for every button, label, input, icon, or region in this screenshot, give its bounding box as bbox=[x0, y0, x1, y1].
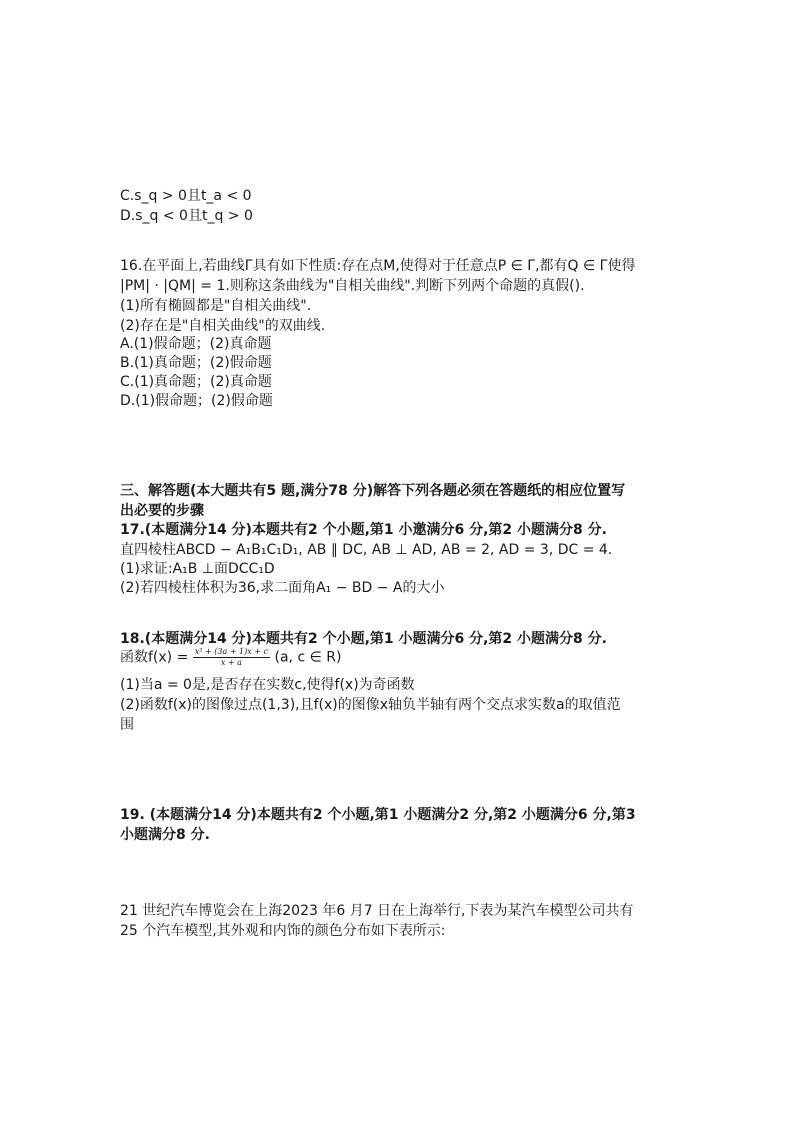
q17-header: 17.(本题满分14 分)本题共有2 个小题,第1 小邀满分6 分,第2 小题满分8 分. bbox=[120, 522, 607, 538]
q18-function-definition bbox=[120, 647, 341, 668]
q16-option-d: D.(1)假命题；(2)假命题 bbox=[120, 393, 273, 409]
q19-body-line2: 25 个汽车模型,其外观和内饰的颜色分布如下表所示: bbox=[120, 923, 446, 939]
q16-option-b: B.(1)真命题；(2)假命题 bbox=[120, 355, 272, 371]
q18-fraction-denominator: x + a bbox=[220, 658, 242, 667]
q19-body-line1: 21 世纪汽车博览会在上海2023 年6 月7 日在上海举行,下表为某汽车模型公司共有 bbox=[120, 903, 634, 919]
q15-option-c: C.s_q > 0且t_a < 0 bbox=[120, 188, 252, 204]
q16-option-a: A.(1)假命题；(2)真命题 bbox=[120, 336, 272, 352]
q16-statement-1: (1)所有椭圆都是"自相关曲线". bbox=[120, 298, 312, 314]
q16-stem-line1: 16.在平面上,若曲线Γ具有如下性质:存在点M,使得对于任意点P ∈ Γ,都有Q ∈ Γ使得 bbox=[120, 258, 636, 274]
q17-part2: (2)若四棱柱体积为36,求二面角A₁ − BD − A的大小 bbox=[120, 580, 445, 596]
q18-part1: (1)当a = 0是,是否存在实数c,使得f(x)为奇函数 bbox=[120, 677, 415, 693]
q16-statement-2: (2)存在是"自相关曲线"的双曲线. bbox=[120, 318, 326, 334]
q18-fraction bbox=[193, 647, 270, 668]
section3-heading-line2: 出必要的步骤 bbox=[120, 503, 204, 519]
q15-option-d: D.s_q < 0且t_q > 0 bbox=[120, 208, 253, 224]
q17-given: 直四棱柱ABCD − A₁B₁C₁D₁, AB ∥ DC, AB ⊥ AD, AB = 2, AD = 3, DC = 4. bbox=[120, 542, 613, 558]
q18-fraction-numerator: x² + (3a + 1)x + c bbox=[194, 647, 269, 656]
q19-header-line1: 19. (本题满分14 分)本题共有2 个小题,第1 小题满分2 分,第2 小题满分6 分,第3 bbox=[120, 807, 636, 823]
q18-part2-line1: (2)函数f(x)的图像过点(1,3),且f(x)的图像x轴负半轴有两个交点求实数a的取值范 bbox=[120, 697, 621, 713]
q18-function-prefix: 函数f(x) = bbox=[120, 649, 189, 666]
section3-heading-line1: 三、解答题(本大题共有5 题,满分78 分)解答下列各题必须在答题纸的相应位置写 bbox=[120, 483, 626, 499]
q16-option-c: C.(1)真命题；(2)真命题 bbox=[120, 374, 272, 390]
q18-function-suffix: (a, c ∈ R) bbox=[274, 649, 342, 666]
q17-part1: (1)求证:A₁B ⊥面DCC₁D bbox=[120, 561, 275, 577]
q16-stem-line2: |PM| · |QM| = 1.则称这条曲线为"自相关曲线".判断下列两个命题的真假(). bbox=[120, 278, 585, 294]
q18-header: 18.(本题满分14 分)本题共有2 个小题,第1 小题满分6 分,第2 小题满分8 分. bbox=[120, 631, 607, 647]
q19-header-line2: 小题满分8 分. bbox=[120, 827, 210, 843]
q18-part2-line2: 围 bbox=[120, 717, 134, 733]
